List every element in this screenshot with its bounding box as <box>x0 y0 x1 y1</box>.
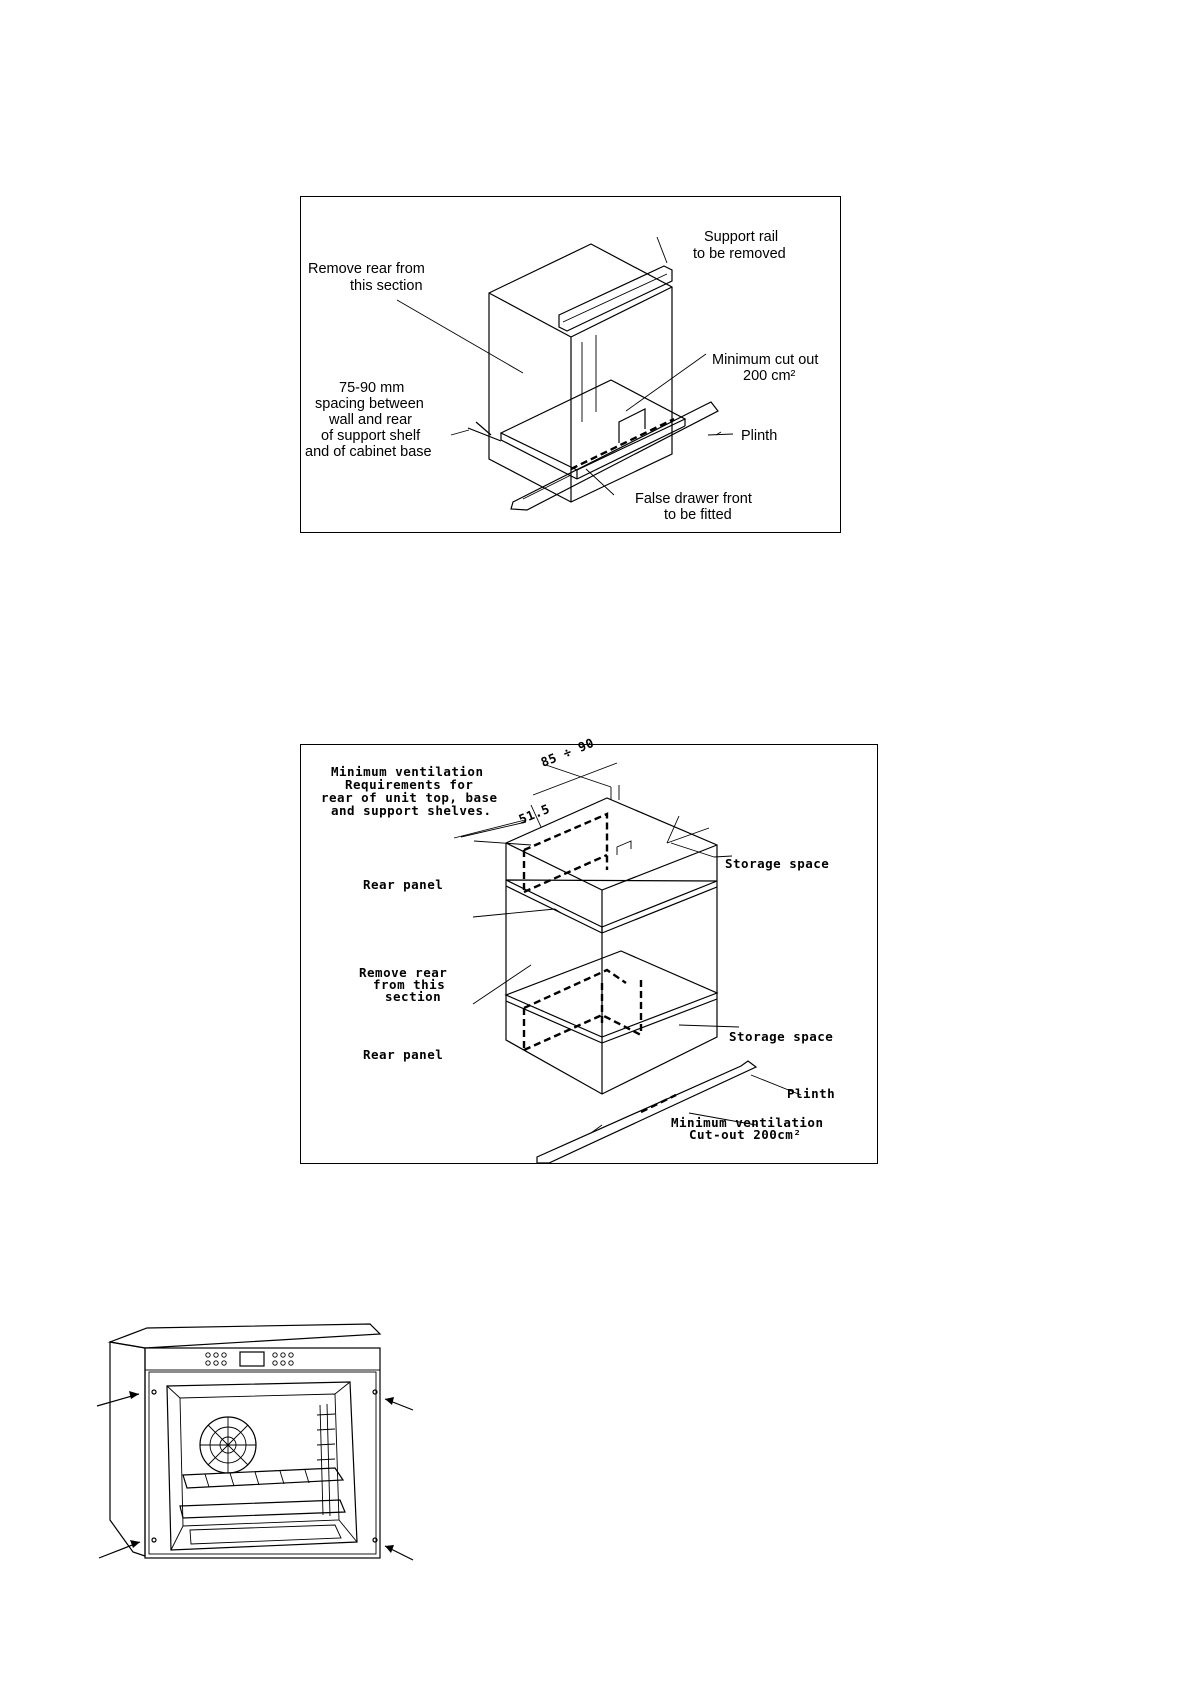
label-dim-85-90: 85 ÷ 90 <box>538 734 597 770</box>
wire-shelf <box>183 1468 343 1488</box>
baking-tray <box>180 1500 345 1518</box>
label-min-vent-1: Minimum ventilation <box>331 764 484 779</box>
cabinet-drawing-1 <box>301 197 842 534</box>
label-plinth: Plinth <box>787 1086 836 1101</box>
label-remove-rear-1: Remove rear <box>359 965 448 980</box>
label-false-drawer-2: to be fitted <box>664 507 732 523</box>
label-plinth: Plinth <box>741 428 778 444</box>
label-spacing-2: spacing between <box>315 396 424 412</box>
label-false-drawer-1: False drawer front <box>635 491 752 507</box>
middle-shelf <box>506 951 717 1037</box>
cabinet-outline <box>506 798 717 1094</box>
screw-bottom-left <box>152 1538 156 1542</box>
label-cutout-2: Cut-out 200cm² <box>689 1127 802 1142</box>
label-remove-rear-1: Remove rear from <box>308 261 425 277</box>
arrow-top-left-icon <box>97 1391 139 1406</box>
cabinet-installation-diagram-1 <box>300 196 841 533</box>
label-spacing-5: and of cabinet base <box>305 444 432 460</box>
label-min-vent-3: rear of unit top, base <box>321 790 498 805</box>
false-drawer <box>571 419 674 469</box>
oven-drawing <box>95 1320 425 1590</box>
label-support-rail-2: to be removed <box>693 246 786 262</box>
label-min-cut-2: 200 cm² <box>743 368 796 384</box>
label-spacing-1: 75-90 mm <box>339 380 405 396</box>
label-remove-rear-3: section <box>385 989 442 1004</box>
label-storage-bottom: Storage space <box>729 1029 834 1044</box>
label-min-vent-4: and support shelves. <box>331 803 492 818</box>
support-rail <box>559 266 672 331</box>
label-cutout-1: Minimum ventilation <box>671 1115 824 1130</box>
label-spacing-4: of support shelf <box>321 428 421 444</box>
label-rear-panel-top: Rear panel <box>363 877 444 892</box>
oven-top <box>110 1324 380 1348</box>
screw-top-left <box>152 1390 156 1394</box>
display <box>240 1352 264 1366</box>
label-dim-51-5: 51.5 <box>516 800 552 827</box>
oven-side <box>110 1342 145 1556</box>
arrow-top-right-icon <box>385 1397 413 1410</box>
vent-cutout <box>641 1095 676 1112</box>
label-support-rail-1: Support rail <box>704 229 779 245</box>
label-spacing-3: wall and rear <box>329 412 413 428</box>
cabinet-drawing-2 <box>301 734 879 1165</box>
cabinet-installation-diagram-2 <box>300 734 878 1164</box>
oven-fixing-diagram <box>95 1320 425 1590</box>
label-remove-rear-2: this section <box>350 278 423 294</box>
arrow-bottom-left-icon <box>99 1540 140 1558</box>
label-min-cut-1: Minimum cut out <box>712 352 819 368</box>
control-panel <box>145 1348 380 1370</box>
label-storage-top: Storage space <box>725 856 830 871</box>
base-shelf <box>501 380 685 470</box>
label-rear-panel-bottom: Rear panel <box>363 1047 444 1062</box>
arrow-bottom-right-icon <box>385 1545 413 1560</box>
label-min-vent-2: Requirements for <box>345 777 474 792</box>
label-remove-rear-2: from this <box>373 977 446 992</box>
